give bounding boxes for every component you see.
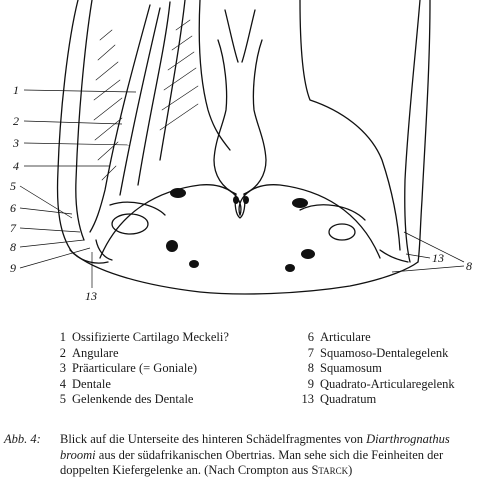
- legend-item: 13 Quadratum: [301, 392, 377, 406]
- figure-caption: Abb. 4: Blick auf die Unterseite des hinteren Schädelfragmentes von Diarthrognathus broomi aus der südafrikanischen Obertrias. Man sehe sich die Feinheiten der doppelten Kiefergelenke an. (Nach Crompton aus Starck): [4, 432, 450, 477]
- legend-item: 8 Squamosum: [307, 361, 382, 375]
- legend-item: 5 Gelenkende des Dentale: [59, 392, 194, 406]
- legend-right-column: [294, 330, 480, 408]
- label-7: 7: [10, 221, 16, 235]
- label-13-right: 13: [432, 251, 444, 265]
- label-2: 2: [13, 114, 19, 128]
- caption-species: broomi: [60, 447, 96, 462]
- legend-item: 4 Dentale: [59, 376, 111, 391]
- label-9: 9: [10, 261, 16, 275]
- legend-item: 9 Quadrato-Articularegelenk: [307, 376, 455, 391]
- label-13-left: 13: [85, 289, 97, 303]
- label-4: 4: [13, 159, 19, 173]
- legend-item: 2 Angulare: [59, 345, 119, 360]
- label-1: 1: [13, 83, 19, 97]
- legend-item: 7 Squamoso-Dentalegelenk: [307, 345, 449, 360]
- caption-label: Abb. 4:: [4, 432, 41, 446]
- caption-author: Starck: [311, 463, 349, 477]
- legend-left-column: [46, 330, 276, 408]
- label-3: 3: [13, 136, 19, 150]
- label-8: 8: [10, 240, 16, 254]
- label-6: 6: [10, 201, 16, 215]
- caption-genus: Diarthrognathus: [366, 432, 450, 446]
- label-5: 5: [10, 179, 16, 193]
- legend-item: 6 Articulare: [307, 330, 371, 344]
- legend-item: 1 Ossifizierte Cartilago Meckeli?: [59, 330, 229, 344]
- legend-item: 3 Präarticulare (= Goniale): [59, 361, 198, 375]
- label-8-right: 8: [466, 259, 472, 273]
